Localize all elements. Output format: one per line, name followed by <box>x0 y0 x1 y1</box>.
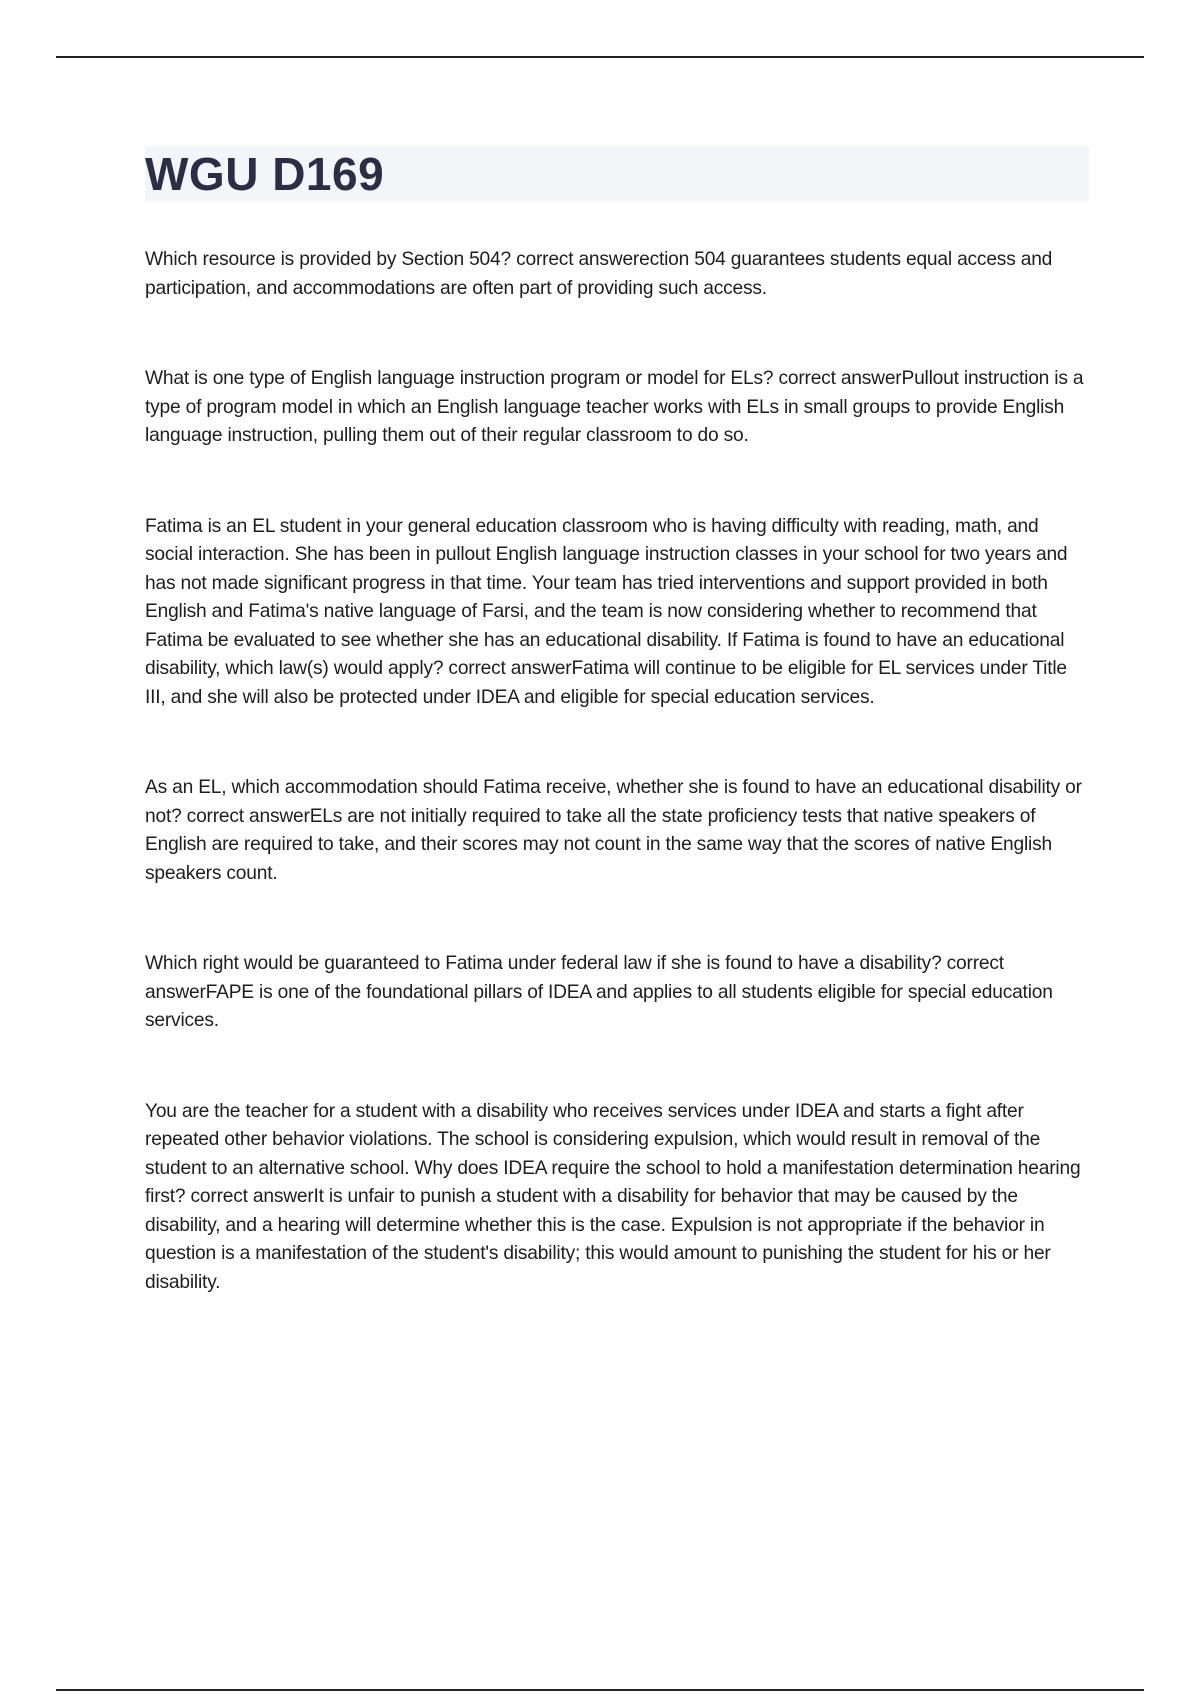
qa-entry-el-accommodation: As an EL, which accommodation should Fatima receive, whether she is found to have an educational disability or not? correct answerELs are not initially required to take all the state proficiency tests that native speakers of English are required to take, and their scores may not count in the same way that the scores of native English speakers count. <box>145 777 1082 884</box>
qa-entry-fatima-disability-law: Fatima is an EL student in your general education classroom who is having difficulty with reading, math, and social interaction. She has been in pullout English language instruction classes in your school for two years and has not made significant progress in that time. Your team has tried interventions and support provided in both English and Fatima's native language of Farsi, and the team is now considering whether to recommend that Fatima be evaluated to see whether she has an educational disability. If Fatima is found to have an educational disability, which law(s) would apply? correct answerFatima will continue to be eligible for EL services under Title III, and she will also be protected under IDEA and eligible for special education services. <box>145 515 1068 708</box>
qa-list <box>145 246 1090 1359</box>
document-title: WGU D169 <box>145 148 385 200</box>
qa-entry-pullout-instruction: What is one type of English language instruction program or model for ELs? correct answerPullout instruction is a type of program model in which an English language teacher works with ELs in small groups to provide English language instruction, pulling them out of their regular classroom to do so. <box>145 368 1084 446</box>
qa-entry-fape-right: Which right would be guaranteed to Fatima under federal law if she is found to have a disability? correct answerFAPE is one of the foundational pillars of IDEA and applies to all students eligible for special education services. <box>145 953 1053 1031</box>
bottom-rule <box>56 1689 1144 1691</box>
qa-entry-manifestation-hearing: You are the teacher for a student with a disability who receives services under IDEA and starts a fight after repeated other behavior violations. The school is considering expulsion, which would result in removal of the student to an alternative school. Why does IDEA require the school to hold a manifestation determination hearing first? correct answerIt is unfair to punish a student with a disability for behavior that may be caused by the disability, and a hearing will determine whether this is the case. Expulsion is not appropriate if the behavior in question is a manifestation of the student's disability; this would amount to punishing the student for his or her disability. <box>145 1100 1081 1293</box>
top-rule <box>56 56 1144 58</box>
qa-entry-section-504: Which resource is provided by Section 504? correct answerection 504 guarantees students equal access and participation, and accommodations are often part of providing such access. <box>145 249 1053 299</box>
